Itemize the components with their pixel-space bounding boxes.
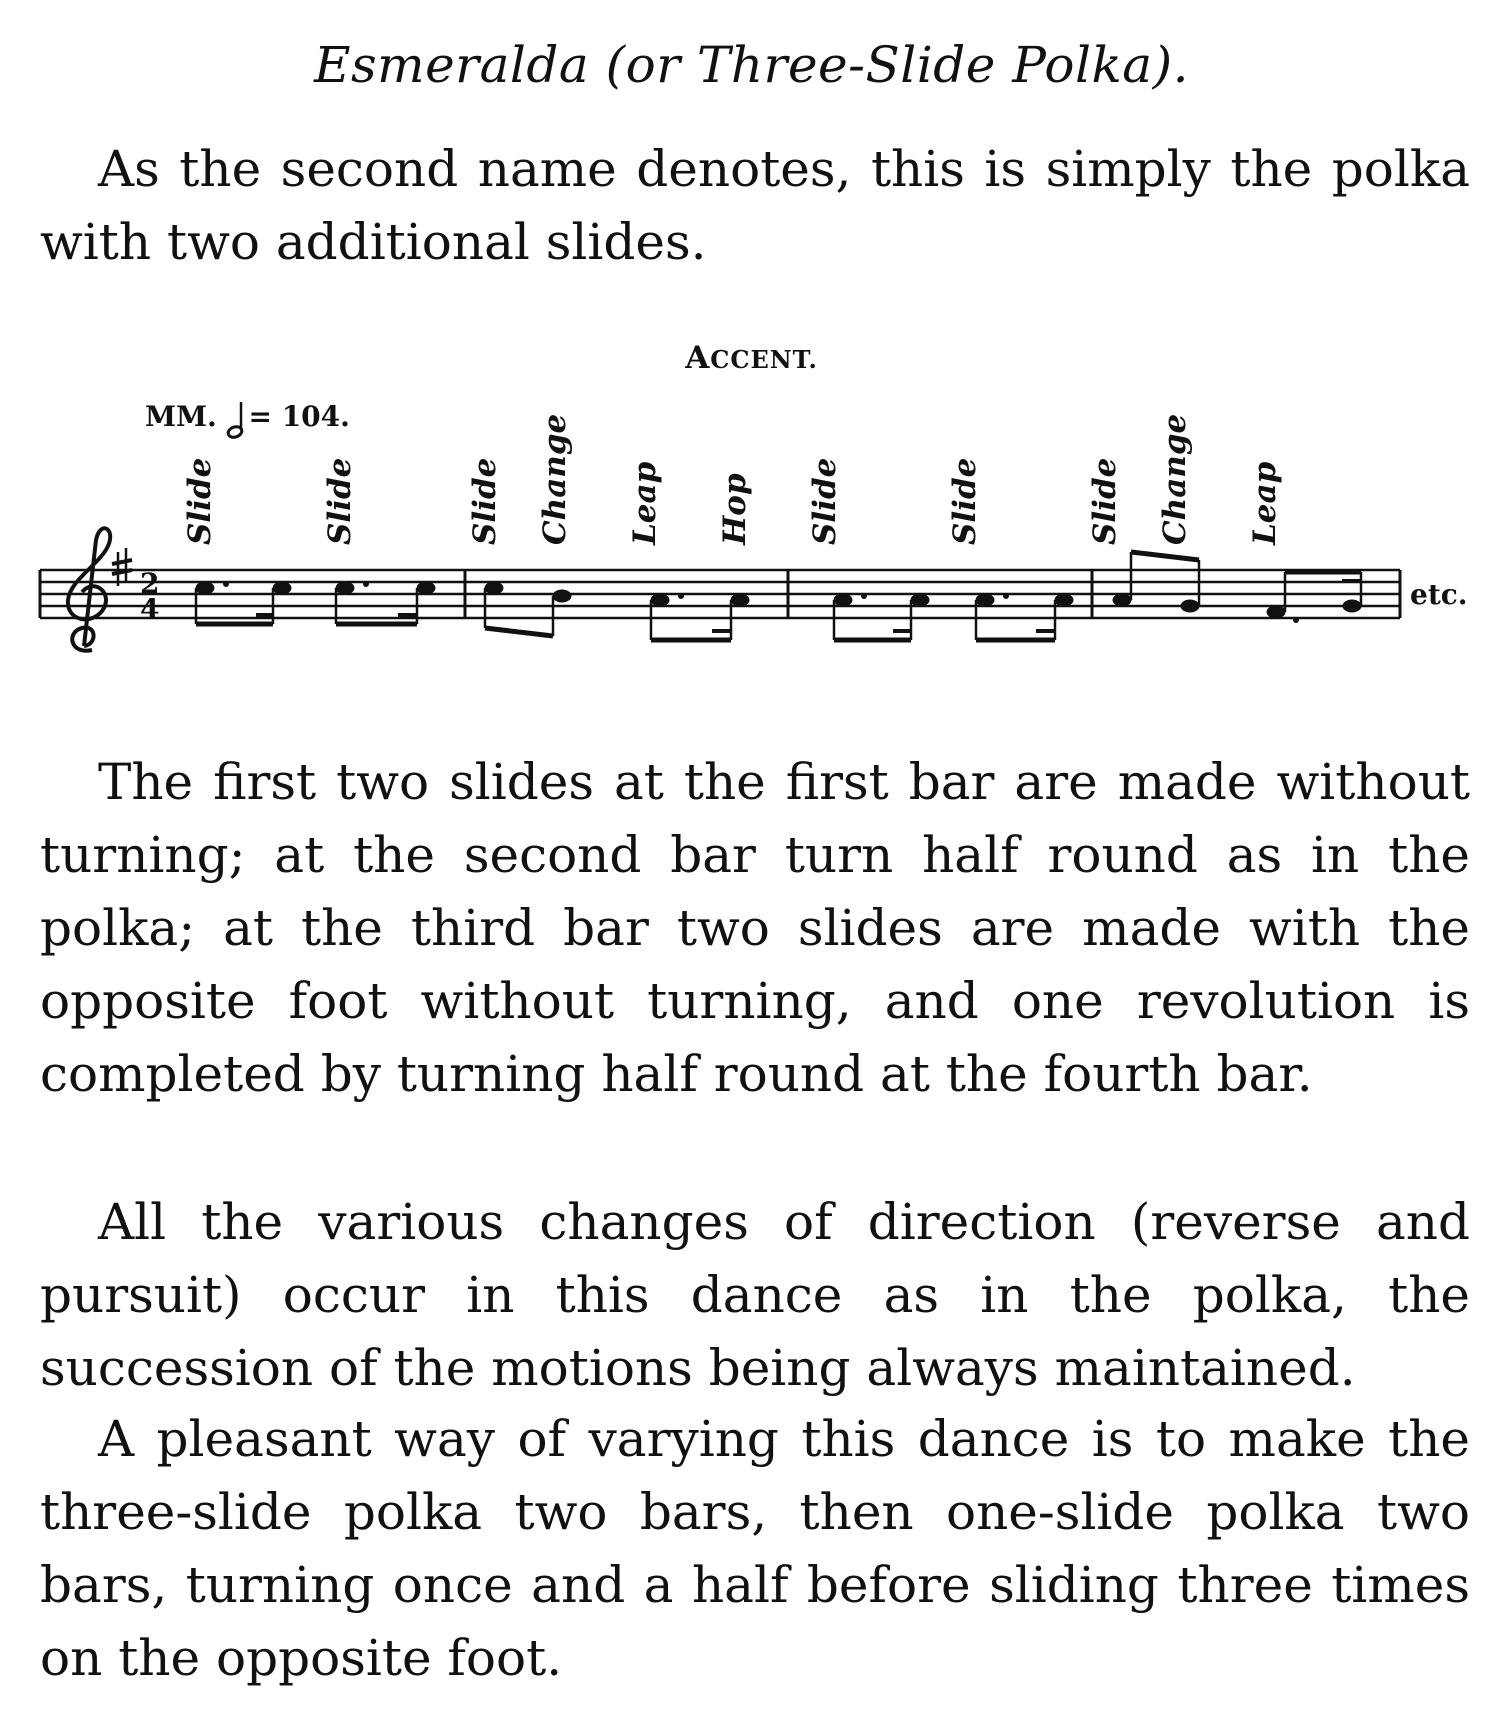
step-label-hop: Hop <box>717 473 753 545</box>
bar-4-notes <box>1113 552 1361 623</box>
music-notation <box>0 400 1503 700</box>
step-labels <box>182 414 1283 546</box>
step-label-leap: Leap <box>1247 461 1283 545</box>
page-title: Esmeralda (or Three-Slide Polka). <box>314 36 1189 94</box>
step-label-slide: Slide <box>182 457 218 545</box>
tempo-prefix: MM. <box>145 400 227 433</box>
bar-2-notes <box>485 582 749 640</box>
step-label-leap: Leap <box>627 461 663 545</box>
time-signature-top: 2 <box>140 567 160 600</box>
accent-label-rest: CCENT. <box>710 345 818 374</box>
tempo-value: = 104. <box>248 400 350 433</box>
accent-label <box>0 340 1503 376</box>
etc-label: etc. <box>1410 578 1468 611</box>
paragraph-directions: All the various changes of direction (reverse and pursuit) occur in this dance as in the polka, the succession of the motions being always maintained. <box>40 1193 1470 1397</box>
step-label-change: Change <box>537 413 573 545</box>
step-label-change: Change <box>1157 413 1193 545</box>
step-label-slide: Slide <box>467 457 503 545</box>
time-signature-bottom: 4 <box>140 593 160 626</box>
paragraph-bars: The first two slides at the first bar are made without turning; at the second bar turn half round as in the polka; at the third bar two slides are made with the opposite foot without turning, and one revolution is completed by turning half round at the fourth bar. <box>40 753 1470 1103</box>
treble-clef-icon <box>68 528 110 650</box>
step-label-slide: Slide <box>1087 457 1123 545</box>
accent-label-initial: A <box>685 340 711 376</box>
paragraph-variation: A pleasant way of varying this dance is to make the three-slide polka two bars, then one-slide polka two bars, turning once and a half before sliding three times on the opposite foot. <box>40 1410 1470 1687</box>
sharp-icon <box>112 548 132 586</box>
step-label-slide: Slide <box>807 457 843 545</box>
step-label-slide: Slide <box>322 457 358 545</box>
paragraph-intro: As the second name denotes, this is simply the polka with two additional slides. <box>40 140 1470 271</box>
step-label-slide: Slide <box>947 457 983 545</box>
